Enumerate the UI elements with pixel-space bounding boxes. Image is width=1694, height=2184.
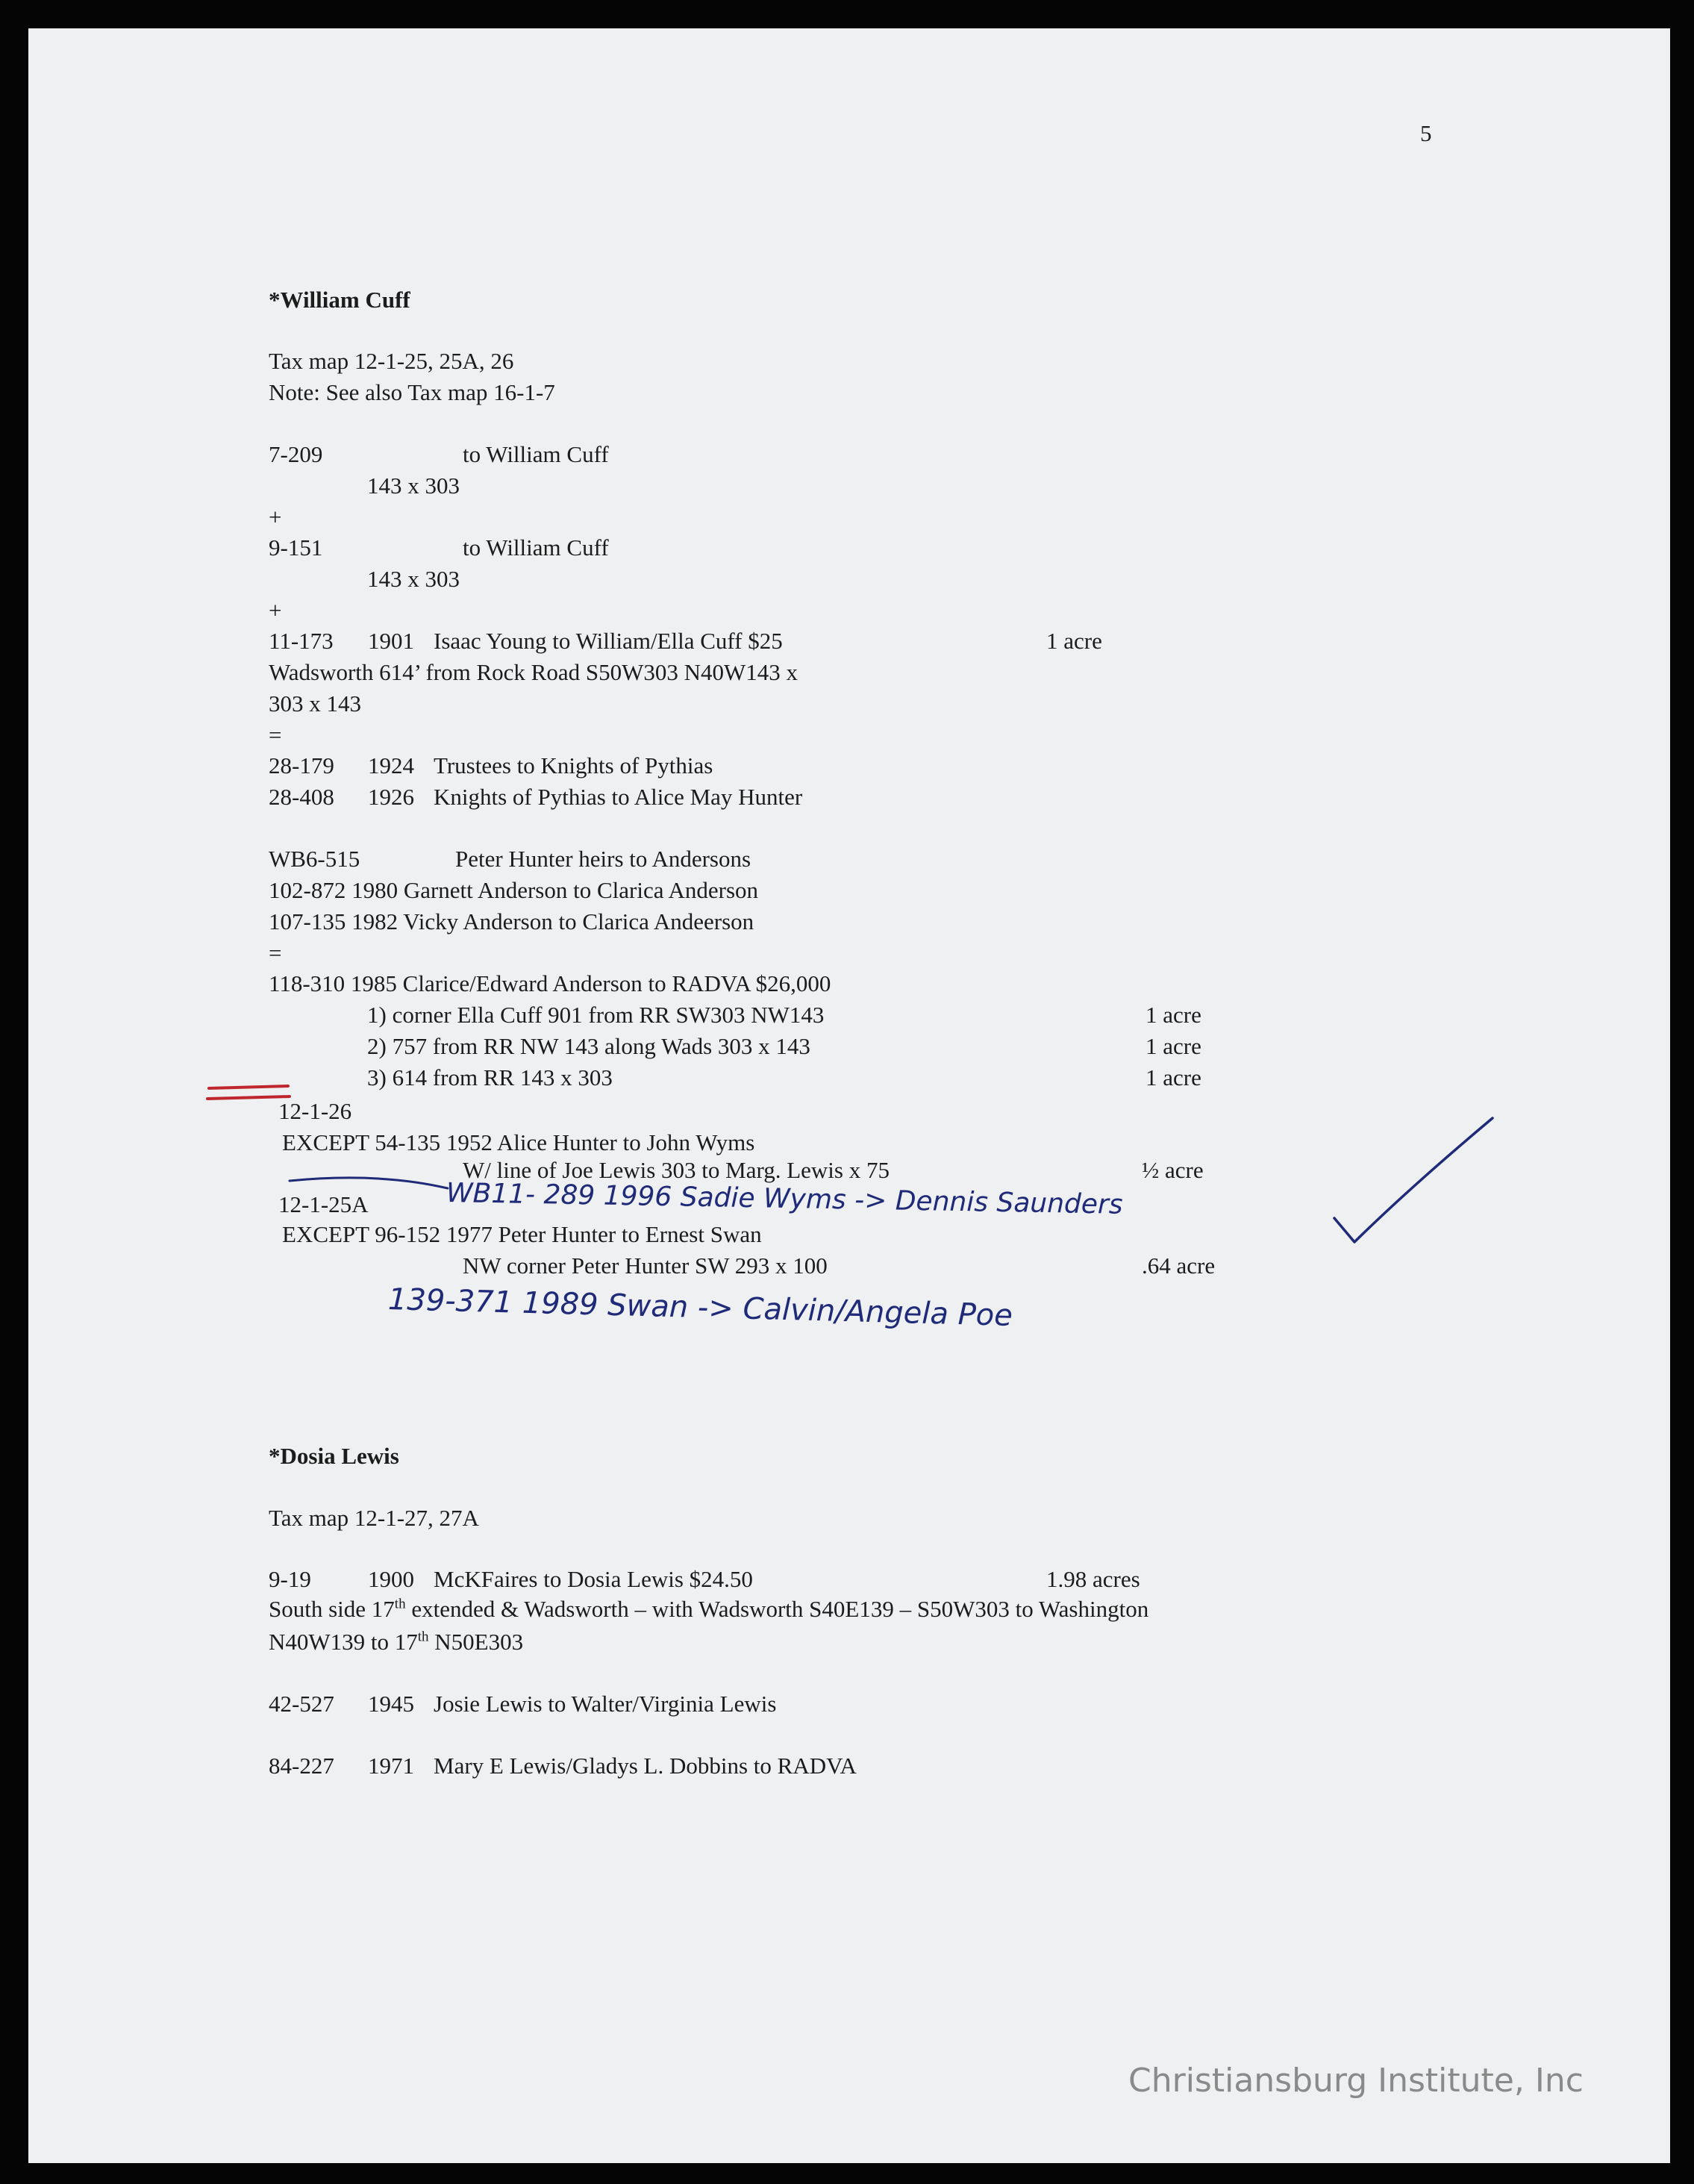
heading-dosia-lewis: *Dosia Lewis [269, 1443, 399, 1469]
record-year: 1900 [368, 1566, 414, 1592]
record-text: McKFaires to Dosia Lewis $24.50 [434, 1566, 753, 1592]
parcel-number: 12-1-25A [278, 1191, 369, 1217]
heading-william-cuff: *William Cuff [269, 287, 410, 313]
parcel-item: 2) 757 from RR NW 143 along Wads 303 x 143 [367, 1033, 810, 1059]
record-text: Mary E Lewis/Gladys L. Dobbins to RADVA [434, 1753, 857, 1779]
record-year: 1901 [368, 628, 414, 654]
except-description: NW corner Peter Hunter SW 293 x 100 [463, 1252, 828, 1279]
record-text: Isaac Young to William/Ella Cuff $25 [434, 628, 783, 654]
record-text: to William Cuff [463, 441, 609, 467]
record-description [269, 1596, 1148, 1623]
record-year: 1926 [368, 784, 414, 810]
record-id: 11-173 [269, 628, 334, 654]
description-part: N50E303 [428, 1629, 524, 1655]
pen-line [290, 1178, 448, 1188]
except-description: W/ line of Joe Lewis 303 to Marg. Lewis x 75 [463, 1157, 890, 1183]
parcel-item: 1) corner Ella Cuff 901 from RR SW303 NW143 [367, 1002, 825, 1028]
record-id: 28-408 [269, 784, 334, 810]
parcel-area: 1 acre [1146, 1064, 1201, 1091]
parcel-item: 3) 614 from RR 143 x 303 [367, 1064, 613, 1091]
equals-sign: = [269, 940, 282, 966]
description-part: extended & Wadsworth – with Wadsworth S40E139 – S50W303 to Washington [405, 1596, 1149, 1622]
description-part: South side 17 [269, 1596, 395, 1622]
record-id: 7-209 [269, 441, 323, 467]
plus-sign: + [269, 597, 282, 623]
except-line: EXCEPT 96-152 1977 Peter Hunter to Ernest Swan [282, 1221, 762, 1247]
tax-map-line: Tax map 12-1-25, 25A, 26 [269, 348, 514, 374]
record-description [269, 1629, 523, 1656]
red-mark [207, 1096, 290, 1099]
record-line: 107-135 1982 Vicky Anderson to Clarica Andeerson [269, 908, 754, 935]
record-id: 28-179 [269, 752, 334, 779]
red-mark [209, 1086, 288, 1088]
record-line: 118-310 1985 Clarice/Edward Anderson to RADVA $26,000 [269, 970, 831, 996]
record-text: Josie Lewis to Walter/Virginia Lewis [434, 1691, 777, 1717]
plus-sign: + [269, 504, 282, 530]
except-area: ½ acre [1142, 1157, 1204, 1183]
record-dimensions: 143 x 303 [367, 472, 460, 499]
except-line: EXCEPT 54-135 1952 Alice Hunter to John Wyms [282, 1129, 755, 1155]
record-text: to William Cuff [463, 534, 609, 561]
record-text: Peter Hunter heirs to Andersons [455, 846, 751, 872]
watermark: Christiansburg Institute, Inc [1128, 2062, 1584, 2100]
handwritten-note: 139-371 1989 Swan -> Calvin/Angela Poe [387, 1282, 1013, 1333]
parcel-area: 1 acre [1146, 1033, 1201, 1059]
superscript: th [417, 1629, 429, 1645]
except-area: .64 acre [1142, 1252, 1216, 1279]
record-year: 1945 [368, 1691, 414, 1717]
note-line: Note: See also Tax map 16-1-7 [269, 379, 555, 405]
parcel-area: 1 acre [1146, 1002, 1201, 1028]
description-part: N40W139 to 17 [269, 1629, 418, 1655]
record-text: Trustees to Knights of Pythias [434, 752, 713, 779]
record-year: 1924 [368, 752, 414, 779]
handwritten-note: WB11- 289 1996 Sadie Wyms -> Dennis Saunders [446, 1178, 1123, 1220]
equals-sign: = [269, 722, 282, 748]
record-description: 303 x 143 [269, 690, 361, 717]
record-description: Wadsworth 614’ from Rock Road S50W303 N40W143 x [269, 659, 798, 685]
record-area: 1 acre [1046, 628, 1102, 654]
record-area: 1.98 acres [1046, 1566, 1140, 1592]
tax-map-line: Tax map 12-1-27, 27A [269, 1505, 479, 1531]
parcel-number: 12-1-26 [278, 1098, 352, 1124]
record-id: 9-151 [269, 534, 323, 561]
record-text: Knights of Pythias to Alice May Hunter [434, 784, 803, 810]
record-id: 42-527 [269, 1691, 334, 1717]
superscript: th [394, 1596, 406, 1612]
record-line: 102-872 1980 Garnett Anderson to Clarica Anderson [269, 877, 759, 903]
record-id: 84-227 [269, 1753, 334, 1779]
record-dimensions: 143 x 303 [367, 566, 460, 592]
check-mark-icon [1334, 1118, 1493, 1242]
page-number: 5 [1420, 120, 1432, 146]
record-id: WB6-515 [269, 846, 360, 872]
record-year: 1971 [368, 1753, 414, 1779]
record-id: 9-19 [269, 1566, 311, 1592]
